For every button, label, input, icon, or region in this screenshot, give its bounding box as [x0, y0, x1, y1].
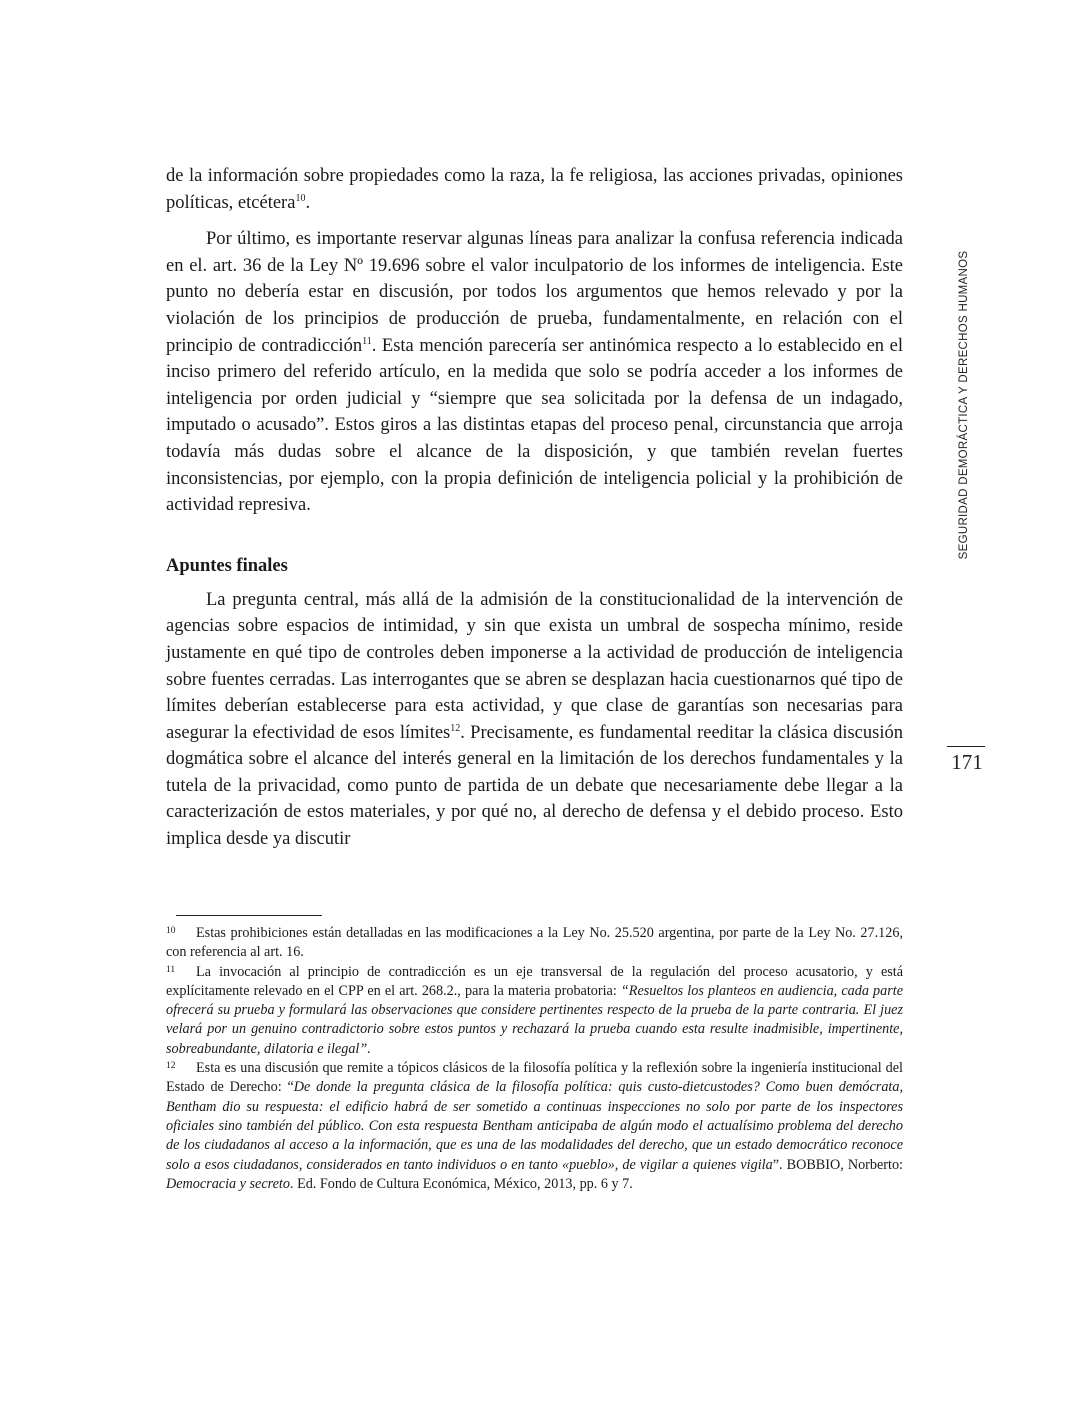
section-heading: Apuntes finales [166, 555, 288, 576]
footnote-quote: De donde la pregunta clásica de la filosofía política: quis custo-dietcustodes? Como buen demócrata, Bentham dio su respuesta: el edificio habrá de ser sometido a continuas inspecciones no solo por parte de los inspectores oficiales sino también del público. Con esta respuesta Bentham anticipaba de algún modo el actualísimo problema del derecho de los ciudadanos al acceso a la información, que es una de las modalidades del derecho, que un estado democrático reconoce solo a esos ciudadanos, considerados en tanto individuos o en tanto «pueblo», de vigilar a quienes vigila [166, 1079, 903, 1173]
footnote-separator [176, 915, 322, 916]
footnote-ref-11[interactable]: 11 [362, 335, 372, 347]
footnote-12 [166, 1059, 903, 1194]
running-head-text: SEGURIDAD DEMORÁCTICA Y DERECHOS HUMANOS [958, 250, 970, 560]
footnote-ref-10[interactable]: 10 [295, 192, 306, 204]
footnote-number: 10 [166, 926, 176, 936]
paragraph-text: de la información sobre propiedades como la raza, la fe religiosa, las acciones privadas, opiniones políticas, etcétera [166, 166, 903, 213]
footnote-number: 12 [166, 1061, 176, 1072]
footnote-10 [166, 924, 903, 963]
paragraph-text: . Esta mención parecería ser antinómica respecto a lo establecido en el inciso primero del referido artículo, en la medida que solo se podría acceder a los informes de inteligencia por orden judicial y “siempre que sea solicitada por la defensa de un indagado, imputado o acusado”. Estos giros a las distintas etapas del proceso penal, circunstancia que arroja todavía más dudas sobre el alcance de la disposición, y que también revelan fuertes inconsistencias, por ejemplo, con la propia definición de inteligencia policial y la prohibición de actividad represiva. [166, 335, 903, 516]
paragraph-text: Por último, es importante reservar algunas líneas para analizar la confusa referencia indicada en el. art. 36 de la Ley Nº 19.696 sobre el valor inculpatorio de los informes de inteligencia. Este punto no debería estar en discusión, por todos los argumentos que hemos relevado y por la violación de los principios de producción de prueba, fundamentalmente, en relación con el principio de contradicción [166, 229, 903, 356]
footnote-11 [166, 963, 903, 1059]
page-number: 171 [951, 750, 983, 774]
paragraph-continuation [166, 163, 903, 216]
footnote-text: La invocación al principio de contradicción es un eje transversal de la regulación del proceso acusatorio, y está explícitamente relevado en el CPP en el art. 268.2., para la materia probatoria: [166, 963, 903, 999]
paragraph-text: . Precisamente, es fundamental reeditar la clásica discusión dogmática sobre el alcance del interés general en la limitación de los derechos fundamentales y la tutela de la privacidad, como punto de partida de un debate que necesariamente debe llegar a la caracterización de estos materiales, y por qué no, al derecho de defensa y el debido proceso. Esto implica desde ya discutir [166, 722, 903, 850]
footnote-ref-12[interactable]: 12 [450, 722, 461, 734]
footnote-number: 11 [166, 964, 176, 975]
body-text [166, 163, 903, 853]
running-head [949, 245, 979, 565]
paragraph-end: . [305, 192, 311, 213]
footnote-text: Esta es una discusión que remite a tópicos clásicos de la filosofía política y la reflexión sobre la ingeniería institucional del Estado de Derecho: “ [166, 1060, 903, 1096]
footnote-text: ”. BOBBIO, Norberto: [772, 1156, 903, 1173]
page-number-rule [947, 746, 985, 747]
footnote-book-title: Democracia y secreto [166, 1175, 290, 1192]
paragraph-text: La pregunta central, más allá de la admisión de la constitucionalidad de la intervención de agencias sobre espacios de intimidad, y sin que exista un umbral de sospecha mínimo, reside justamente en qué tipo de controles deben imponerse a la actividad de producción de inteligencia sobre fuentes cerradas. Las interrogantes que se abren se desplazan hacia cuestionarnos qué tipo de límites deberían establecerse para esta actividad, y que clase de garantías son necesarias para asegurar la efectividad de esos límites [166, 589, 903, 743]
footnote-text: . Ed. Fondo de Cultura Económica, México, 2013, pp. 6 y 7. [289, 1175, 633, 1192]
paragraph-art36 [166, 226, 903, 519]
footnote-quote: “Resueltos los planteos en audiencia, cada parte ofrecerá su prueba y formulará las observaciones que considere pertinentes respecto de la prueba de la parte contraria. El juez velará por un genuino contradictorio sobre estos puntos y rechazará la prueba cuando esta resulte inadmisible, impertinente, sobreabundante, dilatoria e ilegal”. [166, 982, 903, 1057]
paragraph-apuntes [166, 587, 903, 853]
footnote-text: Estas prohibiciones están detalladas en las modificaciones a la Ley No. 25.520 argentina, por parte de la Ley No. 27.126, con referencia al art. 16. [166, 925, 903, 961]
footnotes [166, 924, 903, 1194]
